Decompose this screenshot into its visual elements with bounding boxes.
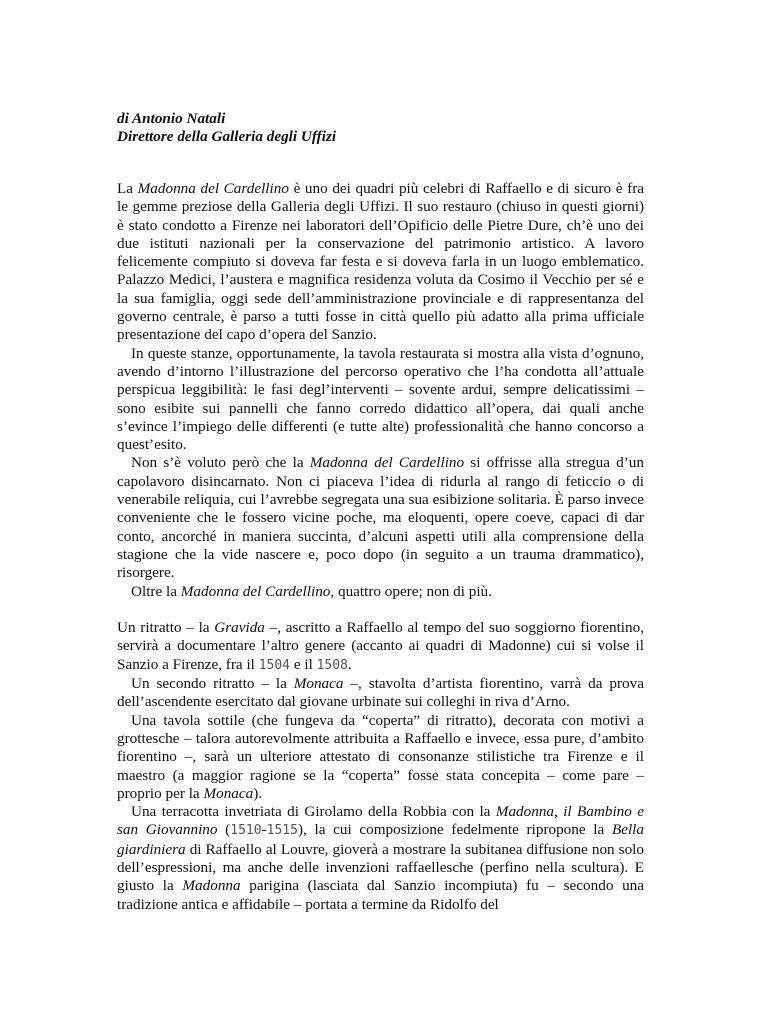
paragraph: Un ritratto – la Gravida –, ascritto a Raffaello al tempo del suo soggiorno fiorentino, servirà a documentare l’altro genere (accanto ai quadri di Madonne) cui si volse il Sanzio a Firenze, fra il 1504 e il 1508. (117, 619, 644, 673)
italic-title: Madonna (182, 877, 241, 895)
byline (117, 110, 647, 146)
paragraph: Un secondo ritratto – la Monaca –, stavolta d’artista fiorentino, varrà da prova dell’ascendente esercitato dal giovane urbinate sui colleghi in riva d’Arno. (117, 675, 644, 711)
paragraph: La Madonna del Cardellino è uno dei quadri più celebri di Raffaello e di sicuro è fra le gemme preziose della Galleria degli Uffizi. Il suo restauro (chiuso in questi giorni) è stato condotto a Firenze nei laboratori dell’Opificio delle Pietre Dure, ch’è uno dei due istituti nazionali per la conservazione del patrimonio artistico. A lavoro felicemente compiuto si doveva far festa e si doveva farla in un luogo emblematico. Palazzo Medici, l’austera e magnifica residenza voluta da Cosimo il Vecchio per sé e la sua famiglia, oggi sede dell’amministrazione provinciale e di rappresentanza del governo centrale, è parso a tutti fosse in città quello più adatto alla prima ufficiale presentazione del capo d’opera del Sanzio. (117, 180, 644, 344)
author-role: Direttore della Galleria degli Uffizi (117, 128, 337, 145)
paragraph: In queste stanze, opportunamente, la tavola restaurata si mostra alla vista d’ognuno, avendo d’intorno l’illustrazione del percorso operativo che l’ha condotta all’attuale perspicua leggibilità: le fasi degl’interventi – sovente ardui, sempre delicatissimi – sono esibite sui pannelli che fanno corredo didattico all’opera, dai quali anche s’evince l’impiego delle differenti (e tutte alte) professionalità che hanno concorso a quest’esito. (117, 344, 644, 454)
article-body (117, 180, 644, 914)
year-number: 1508 (316, 657, 348, 673)
author-name: di Antonio Natali (117, 110, 226, 127)
year-number: 1510 (230, 823, 262, 839)
italic-title: Monaca (293, 675, 344, 693)
italic-title: Monaca (203, 784, 254, 802)
paragraph: Oltre la Madonna del Cardellino, quattro opere; non di più. (131, 582, 492, 600)
italic-title: Madonna del Cardellino (137, 180, 289, 197)
italic-title: Madonna, il Bambino e san Giovannino (117, 803, 644, 839)
paragraph: Una terracotta invetriata di Girolamo della Robbia con la Madonna, il Bambino e san Giovannino (1510-1515), la cui composizione fedelmente ripropone la Bella giardiniera di Raffaello al Louvre, gioverà a mostrare la subitanea diffusione non solo dell’espressioni, ma anche delle invenzioni raffaellesche (perfino nella scultura). E giusto la Madonna parigina (lasciata dal Sanzio incompiuta) fu – secondo una tradizione antica e affidabile – portata a termine da Ridolfo del (117, 803, 644, 913)
year-number: 1504 (258, 657, 291, 673)
italic-title: Madonna del Cardellino (309, 454, 465, 472)
italic-title: Gravida (214, 619, 265, 637)
paragraph: Non s’è voluto però che la Madonna del Cardellino si offrisse alla stregua d’un capolavoro disincarnato. Non ci piaceva l’idea di ridurla al rango di feticcio o di venerabile reliquia, cui l’avrebbe segregata una sua esibizione solitaria. È parso invece conveniente che le fossero vicine poche, ma eloquenti, opere coeve, capaci di dar conto, ancorché in maniera succinta, d’alcuni aspetti utili alla comprensione della stagione che la vide nascere e, poco dopo (in seguito a un trauma drammatico), risorgere. (117, 454, 644, 582)
italic-title: Bella giardiniera (117, 821, 644, 858)
paragraph: Una tavola sottile (che fungeva da “coperta” di ritratto), decorata con motivi a grottesche – talora autorevolmente attribuita a Raffaello e invece, essa pure, d’ambito fiorentino –, sarà un ulteriore attestato di consonanze stilistiche tra Firenze e il maestro (a maggior ragione se la “coperta” fosse stata concepita – come pare – proprio per la Monaca). (117, 711, 644, 802)
italic-title: Madonna del Cardellino (180, 582, 331, 600)
year-number: 1515 (266, 823, 298, 839)
